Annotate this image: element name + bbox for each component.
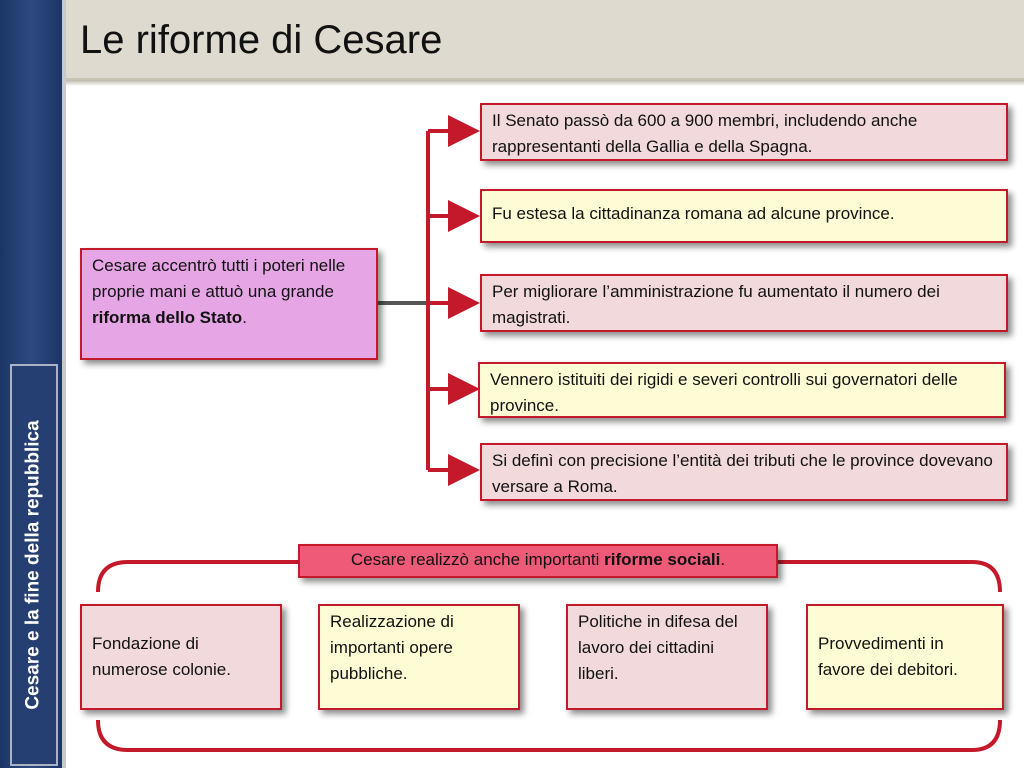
main-reform-text: Cesare accentrò tutti i poteri nelle proprie mani e attuò una grande — [92, 256, 346, 301]
reform-text: Vennero istituiti dei rigidi e severi controlli sui governatori delle province. — [490, 370, 958, 415]
social-box-public-works — [318, 604, 520, 710]
social-box-debtors — [806, 604, 1004, 710]
sidebar-label: Cesare e la fine della repubblica — [23, 420, 44, 710]
reform-box-tributes — [480, 443, 1008, 501]
social-text: Provvedimenti in favore dei debitori. — [818, 634, 958, 679]
main-reform-end: . — [242, 308, 247, 327]
social-text: Realizzazione di importanti opere pubbliche. — [330, 612, 454, 683]
social-header-text: Cesare realizzò anche importanti — [350, 550, 605, 569]
social-header-bold: riforme sociali — [604, 550, 721, 569]
social-box-colonies — [80, 604, 282, 710]
social-text: Politiche in difesa del lavoro dei cittadini liberi. — [578, 612, 738, 683]
social-header-end: . — [720, 550, 726, 569]
social-text: Fondazione di numerose colonie. — [92, 634, 231, 679]
reform-box-senate — [480, 103, 1008, 161]
reform-text: Il Senato passò da 600 a 900 membri, includendo anche rappresentanti della Gallia e della Spagna. — [492, 111, 918, 156]
main-reform-box — [80, 248, 378, 360]
social-box-labor — [566, 604, 768, 710]
reform-box-governors — [478, 362, 1006, 418]
reform-text: Fu estesa la cittadinanza romana ad alcune province. — [492, 204, 895, 223]
main-reform-bold: riforma dello Stato — [92, 308, 243, 327]
social-bracket-bottom — [98, 720, 1000, 750]
reform-text: Si definì con precisione l’entità dei tributi che le province dovevano versare a Roma. — [492, 451, 993, 496]
reform-box-magistrates — [480, 274, 1008, 332]
reform-box-citizenship — [480, 189, 1008, 243]
reform-text: Per migliorare l’amministrazione fu aumentato il numero dei magistrati. — [492, 282, 940, 327]
social-reforms-header — [298, 544, 778, 578]
page-title: Le riforme di Cesare — [80, 18, 443, 62]
